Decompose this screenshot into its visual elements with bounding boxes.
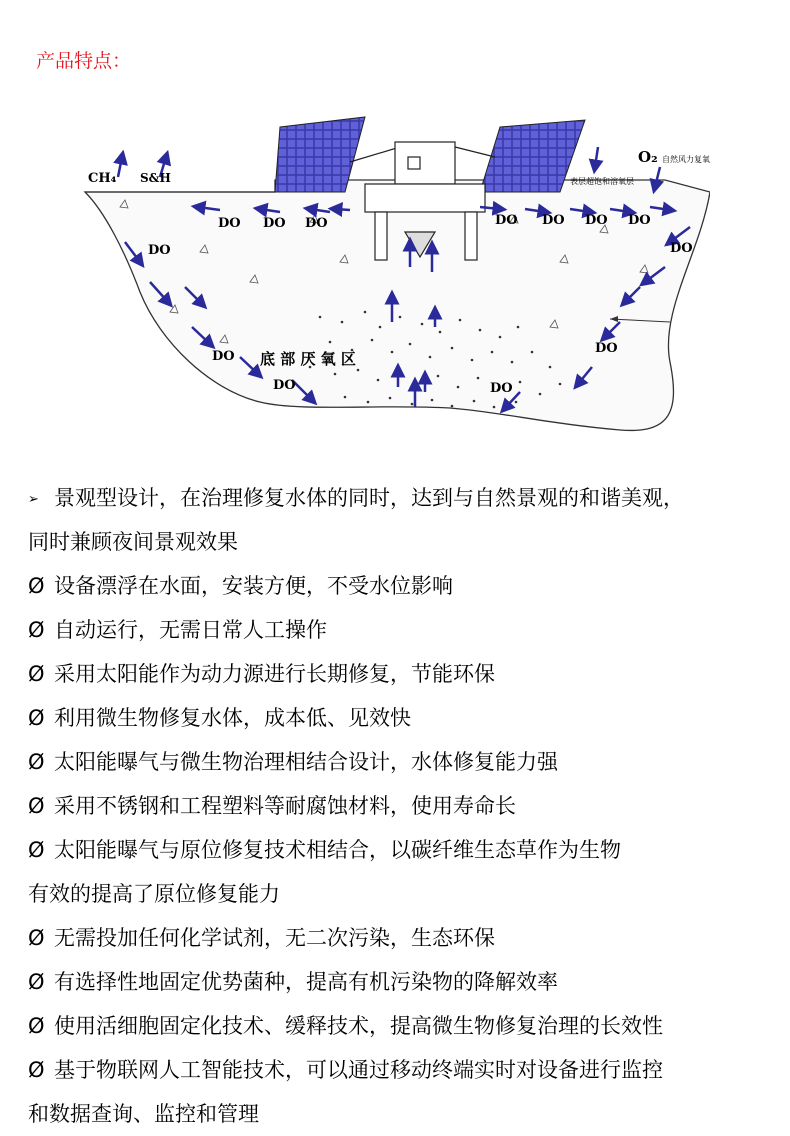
bullet-icon: Ø [28, 970, 45, 994]
do-label: DO [628, 213, 651, 228]
feature-list [28, 476, 778, 1136]
list-item [28, 916, 778, 960]
bullet-icon: Ø [28, 706, 45, 730]
gas-ch4-label: CH₄ [88, 171, 117, 186]
list-item [28, 960, 778, 1004]
list-item [28, 696, 778, 740]
bullet-icon: Ø [28, 1014, 45, 1038]
list-item-continuation: 有效的提高了原位修复能力 [28, 882, 280, 906]
o2-label: O₂ [638, 148, 658, 166]
bottom-zone-label: 底 部 厌 氧 区 [260, 350, 356, 368]
page-heading: 产品特点： [36, 50, 132, 72]
list-item [28, 1004, 778, 1048]
list-item-text: 自动运行，无需日常人工操作 [54, 618, 327, 642]
bullet-icon: Ø [28, 574, 45, 598]
list-item [28, 608, 778, 652]
list-item-text: 无需投加任何化学试剂，无二次污染，生态环保 [54, 926, 495, 950]
list-item [28, 564, 778, 608]
list-item-text: 有选择性地固定优势菌种，提高有机污染物的降解效率 [54, 970, 558, 994]
bullet-icon: Ø [28, 838, 45, 862]
do-label: DO [490, 381, 513, 396]
do-label: DO [148, 243, 171, 258]
list-item [28, 828, 778, 872]
water-treatment-diagram [80, 112, 710, 447]
do-label: DO [212, 349, 235, 364]
do-label: DO [273, 378, 296, 393]
list-item-text: 太阳能曝气与微生物治理相结合设计，水体修复能力强 [54, 750, 558, 774]
bullet-icon: Ø [28, 662, 45, 686]
water-body [85, 180, 710, 430]
list-item-text: 采用不锈钢和工程塑料等耐腐蚀材料，使用寿命长 [54, 794, 516, 818]
arrow-bullet-icon: ➢ [28, 492, 39, 507]
o2-note: 自然风力复氧 [662, 155, 710, 164]
list-item-text: 利用微生物修复水体，成本低、见效快 [54, 706, 411, 730]
list-item-text: 基于物联网人工智能技术，可以通过移动终端实时对设备进行监控 [54, 1058, 663, 1082]
do-label: DO [670, 241, 693, 256]
list-item-text: 采用太阳能作为动力源进行长期修复，节能环保 [54, 662, 495, 686]
gas-sh-label: S&H [140, 171, 171, 185]
list-item-text: 使用活细胞固定化技术、缓释技术，提高微生物修复治理的长效性 [54, 1014, 663, 1038]
do-label: DO [585, 213, 608, 228]
list-item [28, 476, 778, 520]
bullet-icon: Ø [28, 618, 45, 642]
list-item-text: 太阳能曝气与原位修复技术相结合，以碳纤维生态草作为生物 [54, 838, 621, 862]
list-item-text: 设备漂浮在水面，安装方便，不受水位影响 [54, 574, 453, 598]
do-label: DO [495, 213, 518, 228]
do-label: DO [595, 341, 618, 356]
list-item-continuation: 和数据查询、监控和管理 [28, 1102, 259, 1126]
list-item [28, 784, 778, 828]
list-item [28, 652, 778, 696]
surface-note: 表层超饱和溶氧层 [570, 177, 634, 186]
bullet-icon: Ø [28, 926, 45, 950]
list-item [28, 1048, 778, 1092]
do-label: DO [305, 216, 328, 231]
do-label: DO [542, 213, 565, 228]
do-label: DO [263, 216, 286, 231]
bullet-icon: Ø [28, 1058, 45, 1082]
bullet-icon: Ø [28, 794, 45, 818]
list-item [28, 740, 778, 784]
list-item-text: 景观型设计，在治理修复水体的同时，达到与自然景观的和谐美观， [54, 486, 684, 510]
bullet-icon: Ø [28, 750, 45, 774]
list-item-continuation: 同时兼顾夜间景观效果 [28, 530, 238, 554]
do-label: DO [218, 216, 241, 231]
